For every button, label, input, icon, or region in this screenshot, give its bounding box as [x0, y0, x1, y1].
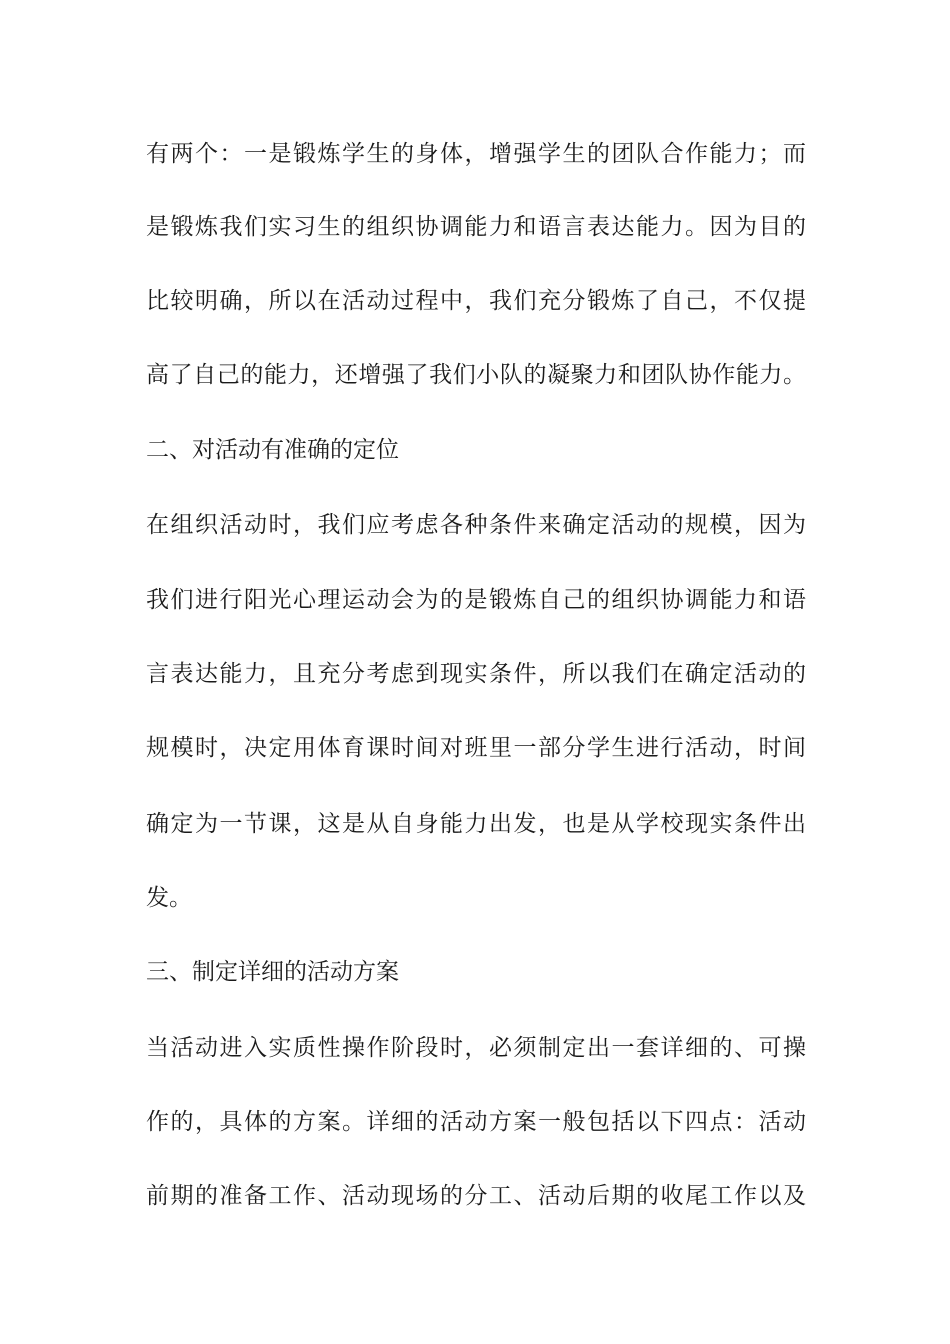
- paragraph-line: 在组织活动时，我们应考虑各种条件来确定活动的规模，因为: [146, 512, 806, 538]
- paragraph-line: 比较明确，所以在活动过程中，我们充分锻炼了自己，不仅提: [146, 288, 806, 314]
- paragraph-line: 言表达能力，且充分考虑到现实条件，所以我们在确定活动的: [146, 661, 806, 687]
- paragraph-line: 是锻炼我们实习生的组织协调能力和语言表达能力。因为目的: [146, 214, 806, 240]
- paragraph-line: 我们进行阳光心理运动会为的是锻炼自己的组织协调能力和语: [146, 587, 806, 613]
- paragraph-line: 前期的准备工作、活动现场的分工、活动后期的收尾工作以及: [146, 1183, 806, 1209]
- paragraph-line: 规模时，决定用体育课时间对班里一部分学生进行活动，时间: [146, 735, 806, 761]
- section-heading: 二、对活动有准确的定位: [146, 437, 399, 463]
- paragraph-line: 发。: [146, 885, 192, 911]
- paragraph-line: 当活动进入实质性操作阶段时，必须制定出一套详细的、可操: [146, 1035, 806, 1061]
- paragraph-line: 作的，具体的方案。详细的活动方案一般包括以下四点：活动: [146, 1109, 806, 1135]
- paragraph-line: 有两个：一是锻炼学生的身体，增强学生的团队合作能力；而: [146, 141, 806, 167]
- section-heading: 三、制定详细的活动方案: [146, 959, 399, 985]
- paragraph-line: 确定为一节课，这是从自身能力出发，也是从学校现实条件出: [146, 811, 806, 837]
- paragraph-line: 高了自己的能力，还增强了我们小队的凝聚力和团队协作能力。: [146, 362, 806, 388]
